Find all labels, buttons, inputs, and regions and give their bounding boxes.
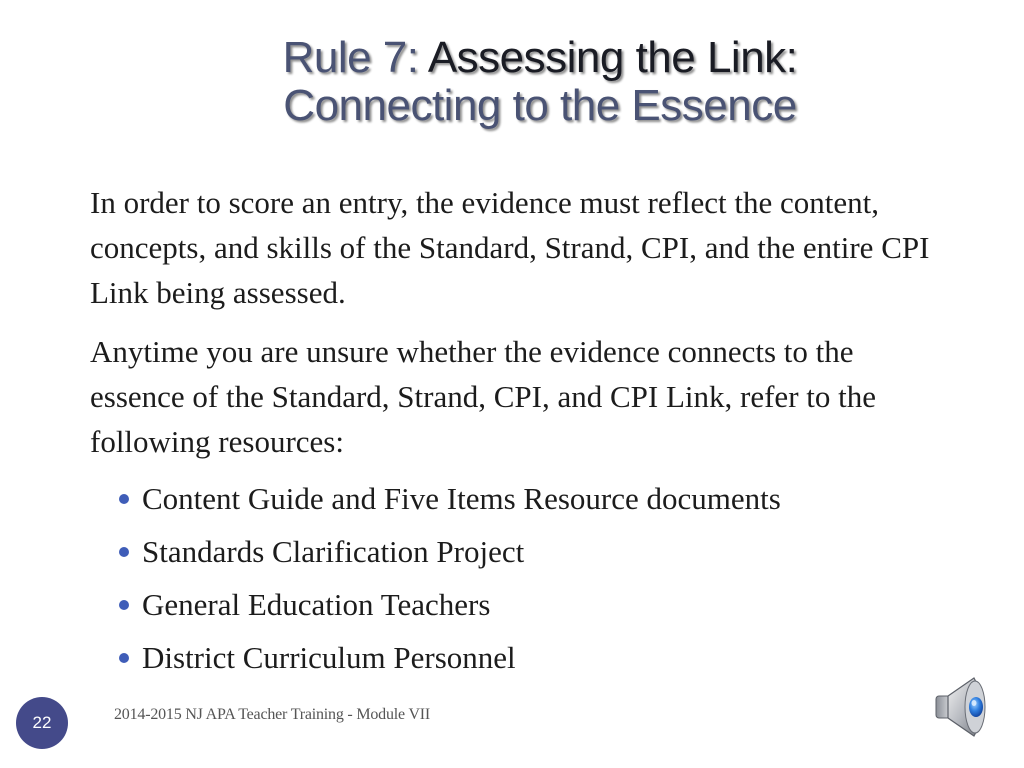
list-item <box>90 578 940 631</box>
list-item-text: General Education Teachers <box>142 587 491 622</box>
title-line-1 <box>150 34 930 82</box>
bullet-icon <box>119 494 129 504</box>
bullet-icon <box>119 653 129 663</box>
bullet-icon <box>119 547 129 557</box>
speaker-icon[interactable] <box>930 674 996 740</box>
paragraph-1: In order to score an entry, the evidence must reflect the content, concepts, and skills of the Standard, Strand, CPI, and the entire CPI Link being assessed. <box>90 185 930 310</box>
slide-title <box>150 34 930 130</box>
bullet-icon <box>119 600 129 610</box>
footer-text: 2014-2015 NJ APA Teacher Training - Module VII <box>114 706 431 723</box>
slide-body <box>90 180 940 684</box>
list-item-text: Standards Clarification Project <box>142 534 525 569</box>
list-item-text: Content Guide and Five Items Resource documents <box>142 481 781 516</box>
title-main: Assessing the Link: <box>427 33 798 82</box>
list-item <box>90 472 940 525</box>
list-item <box>90 631 940 684</box>
title-line-2: Connecting to the Essence <box>283 81 797 130</box>
paragraph-2: Anytime you are unsure whether the evidence connects to the essence of the Standard, Strand, CPI, and CPI Link, refer to the following resources: <box>90 334 877 459</box>
list-item-text: District Curriculum Personnel <box>142 640 516 675</box>
page-number-badge: 22 <box>16 697 68 749</box>
title-rule-label: Rule 7: <box>282 33 428 82</box>
list-item <box>90 525 940 578</box>
resource-list <box>90 472 940 684</box>
